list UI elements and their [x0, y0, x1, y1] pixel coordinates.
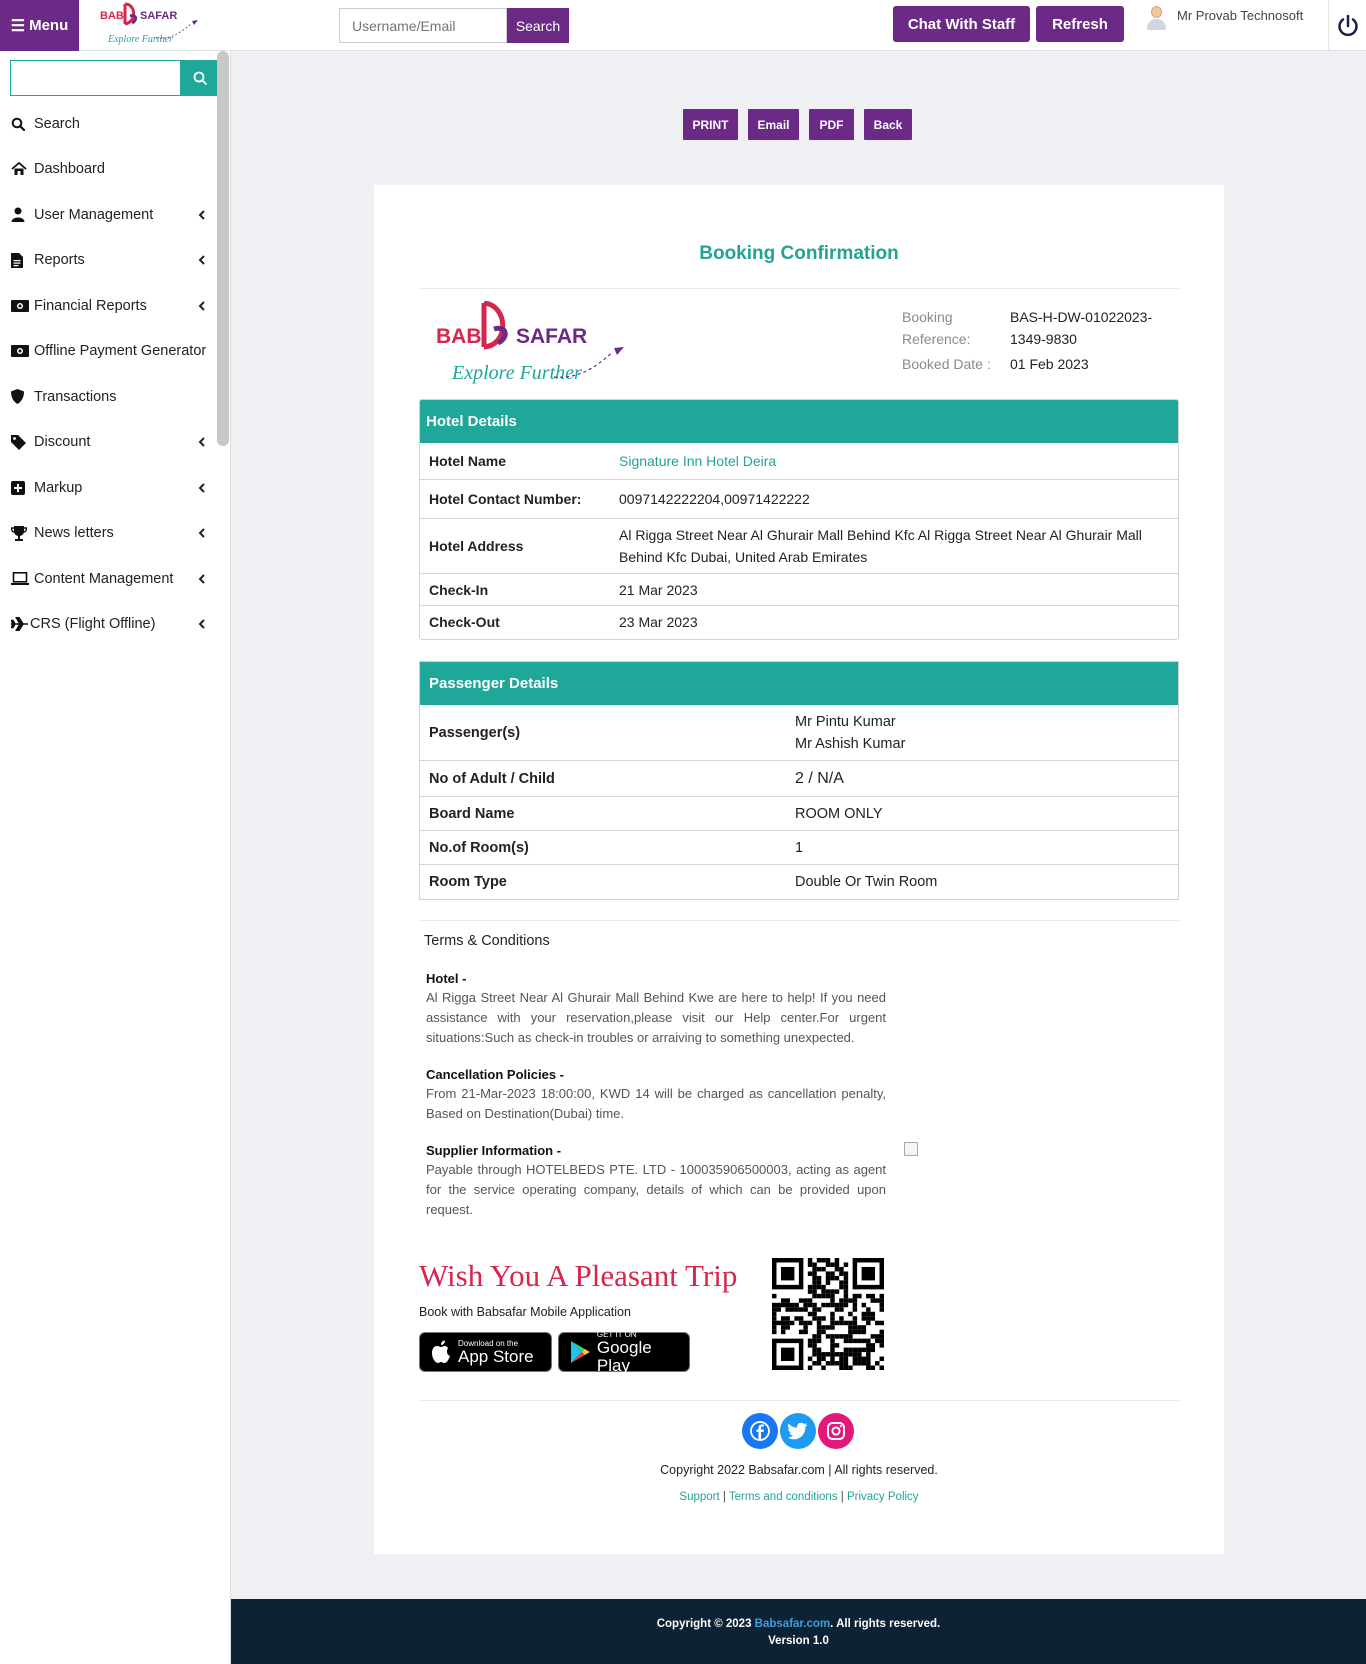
sidebar-item-label: Discount	[34, 434, 91, 451]
babsafar-logo	[434, 301, 634, 393]
sidebar-item-label: Markup	[34, 479, 83, 496]
chevron-left-icon	[196, 436, 208, 448]
booked-date-label: Booked Date :	[902, 356, 991, 372]
table-row	[420, 830, 1178, 864]
link-separator: |	[722, 1491, 726, 1503]
sidebar-item-label: CRS (Flight Offline)	[30, 616, 156, 633]
passenger-details-panel	[419, 661, 1179, 900]
money-icon	[11, 298, 34, 314]
hotel-details-table	[420, 443, 1178, 638]
booking-ref-label-line1: Booking	[902, 309, 953, 325]
hotel-address-value: Al Rigga Street Near Al Ghurair Mall Behind Kfc Al Rigga Street Near Al Ghurair Mall Behind Kfc Dubai, United Arab Emirates	[619, 527, 1142, 565]
google-play-small-text: GET IT ON	[596, 1329, 637, 1339]
back-button[interactable]: Back	[864, 109, 912, 140]
footer-copyright-prefix: Copyright © 2023	[656, 1618, 752, 1630]
footer-links	[374, 1491, 1224, 1503]
username-email-input[interactable]	[339, 8, 507, 43]
email-button[interactable]: Email	[748, 109, 799, 140]
search-icon	[11, 116, 34, 132]
passengers-label: Passenger(s)	[429, 724, 521, 741]
room-type-value: Double Or Twin Room	[795, 873, 938, 890]
sidebar-item-reports[interactable]	[0, 238, 216, 284]
svg-text:Explore Further: Explore Further	[452, 362, 582, 384]
sidebar-item-discount[interactable]	[0, 420, 216, 466]
terms-supplier	[426, 1143, 886, 1220]
checkout-value: 23 Mar 2023	[619, 614, 698, 630]
terms-supplier-title: Supplier Information -	[426, 1143, 562, 1158]
terms-supplier-text: Payable through HOTELBEDS PTE. LTD - 100035906500003, acting as agent for the service operating company, details of which can be provided upon request.	[426, 1162, 886, 1217]
money-icon	[11, 343, 34, 359]
footer-brand-link[interactable]: Babsafar.com	[754, 1618, 831, 1630]
avatar	[1145, 4, 1167, 30]
booking-voucher	[374, 185, 1224, 1554]
home-icon	[11, 161, 34, 177]
laptop-icon	[11, 571, 34, 587]
booking-ref-value-line2: 1349-9830	[1010, 331, 1077, 347]
chevron-left-icon	[196, 209, 208, 221]
sidebar-search-button[interactable]	[180, 60, 219, 96]
divider	[419, 288, 1179, 289]
book-with-app-text: Book with Babsafar Mobile Application	[419, 1305, 631, 1319]
user-name: Mr Provab Technosoft	[1177, 8, 1304, 23]
twitter-link[interactable]	[780, 1413, 816, 1449]
power-icon	[1336, 14, 1360, 38]
passengers-list	[795, 711, 905, 755]
sidebar	[0, 51, 231, 1664]
sidebar-search	[10, 60, 219, 96]
hotel-contact-label: Hotel Contact Number:	[429, 491, 582, 507]
instagram-link[interactable]	[818, 1413, 854, 1449]
search-icon	[193, 71, 207, 85]
svg-text:SAFAR: SAFAR	[516, 325, 588, 348]
sidebar-item-label: Offline Payment Generator	[34, 343, 207, 360]
chevron-left-icon	[196, 527, 208, 539]
footer-version: Version 1.0	[768, 1635, 829, 1647]
adult-child-label: No of Adult / Child	[429, 770, 555, 787]
terms-cancellation-title: Cancellation Policies -	[426, 1067, 564, 1082]
sidebar-item-label: News letters	[34, 525, 114, 542]
babsafar-logo[interactable]	[96, 2, 206, 48]
svg-text:Explore Further: Explore Further	[108, 34, 173, 45]
sidebar-search-input[interactable]	[10, 60, 180, 96]
terms-hotel	[426, 971, 886, 1048]
voucher-copyright: Copyright 2022 Babsafar.com | All rights reserved.	[660, 1463, 938, 1477]
checkout-label: Check-Out	[429, 614, 500, 630]
pdf-button[interactable]: PDF	[809, 109, 854, 140]
hotel-contact-value: 0097142222204,00971422222	[619, 491, 810, 507]
print-button[interactable]: PRINT	[683, 109, 738, 140]
app-store-big-text: App Store	[458, 1346, 534, 1366]
passenger-details-heading: Passenger Details	[420, 662, 1178, 705]
hotel-name-value[interactable]: Signature Inn Hotel Deira	[619, 453, 777, 469]
passenger-details-table	[420, 705, 1178, 898]
instagram-icon	[826, 1421, 846, 1441]
table-row	[420, 443, 1178, 479]
menu-button[interactable]	[0, 0, 79, 51]
apple-icon	[430, 1340, 452, 1364]
chevron-left-icon	[196, 573, 208, 585]
sidebar-item-label: Search	[34, 115, 80, 132]
sidebar-item-label: Financial Reports	[34, 297, 147, 314]
sidebar-item-markup[interactable]	[0, 465, 216, 511]
user-profile[interactable]	[1145, 4, 1303, 30]
sidebar-item-content-management[interactable]	[0, 556, 216, 602]
chevron-left-icon	[196, 482, 208, 494]
hotel-address-label: Hotel Address	[429, 538, 524, 554]
sidebar-item-user-management[interactable]	[0, 192, 216, 238]
tag-icon	[11, 434, 34, 450]
hamburger-icon: ☰	[10, 17, 26, 35]
top-bar	[0, 0, 1366, 51]
table-row	[420, 573, 1178, 605]
refresh-button[interactable]: Refresh	[1036, 6, 1124, 42]
sidebar-item-dashboard[interactable]	[0, 147, 216, 193]
user-search	[339, 8, 569, 43]
sidebar-item-transactions[interactable]	[0, 374, 216, 420]
passenger-name: Mr Ashish Kumar	[795, 735, 906, 752]
sidebar-nav	[0, 101, 216, 647]
user-icon	[11, 207, 34, 223]
sidebar-item-crs-flight-offline[interactable]	[0, 602, 216, 648]
footer-copyright-suffix: . All rights reserved.	[830, 1618, 941, 1630]
svg-text:BAB: BAB	[436, 325, 482, 348]
menu-label: Menu	[29, 17, 69, 34]
app-store-small-text: Download on the	[458, 1338, 519, 1348]
link-separator: |	[840, 1491, 844, 1503]
checkin-value: 21 Mar 2023	[619, 581, 698, 598]
shield-icon	[11, 389, 34, 405]
table-row	[420, 796, 1178, 830]
chevron-left-icon	[196, 300, 208, 312]
twitter-icon	[788, 1422, 808, 1440]
voucher-actions	[683, 109, 912, 140]
booking-ref-value-line1: BAS-H-DW-01022023-	[1010, 309, 1153, 325]
svg-text:BAB: BAB	[100, 10, 124, 22]
google-play-big-text: Google Play	[596, 1337, 652, 1375]
sidebar-item-label: Reports	[34, 252, 85, 269]
logout-button[interactable]	[1328, 0, 1366, 51]
sidebar-scrollbar[interactable]	[217, 51, 229, 446]
terms-cancellation-text: From 21-Mar-2023 18:00:00, KWD 14 will be charged as cancellation penalty, Based on Destination(Dubai) time.	[426, 1086, 886, 1121]
terms-hotel-title: Hotel -	[426, 971, 467, 986]
board-name-label: Board Name	[429, 805, 515, 822]
trophy-icon	[11, 525, 34, 541]
booking-ref-label-line2: Reference:	[902, 331, 971, 347]
divider	[419, 920, 1179, 921]
table-row	[420, 705, 1178, 760]
plus-square-icon	[11, 480, 34, 496]
sidebar-item-label: Content Management	[34, 570, 174, 587]
terms-hotel-text: Al Rigga Street Near Al Ghurair Mall Behind Kwe are here to help! If you need assistance with your reservation,please visit our Help center.For urgent situations:Such as check-in troubles or arraiving to something unexpected.	[426, 990, 886, 1045]
support-link[interactable]: Support	[679, 1491, 720, 1503]
board-name-value: ROOM ONLY	[795, 805, 883, 822]
passenger-name: Mr Pintu Kumar	[795, 713, 896, 730]
sidebar-item-label: User Management	[34, 206, 154, 223]
hotel-details-heading: Hotel Details	[420, 400, 1178, 443]
rooms-value: 1	[795, 839, 804, 856]
page-title: Booking Confirmation	[699, 243, 899, 264]
adult-child-value: 2 / N/A	[795, 769, 844, 787]
table-row	[420, 518, 1178, 573]
sidebar-item-financial-reports[interactable]	[0, 283, 216, 329]
terms-heading: Terms & Conditions	[424, 933, 550, 949]
terms-link[interactable]: Terms and conditions	[728, 1491, 838, 1503]
facebook-icon	[750, 1421, 770, 1441]
booked-date-value: 01 Feb 2023	[1010, 356, 1089, 372]
google-play-icon	[569, 1340, 591, 1364]
room-type-label: Room Type	[429, 873, 507, 890]
plane-icon	[11, 616, 30, 632]
broken-image-icon	[904, 1142, 918, 1156]
hotel-name-label: Hotel Name	[429, 453, 507, 469]
sidebar-item-news-letters[interactable]	[0, 511, 216, 557]
page-footer	[231, 1599, 1366, 1664]
table-row	[420, 864, 1178, 898]
sidebar-item-label: Transactions	[34, 388, 117, 405]
chevron-left-icon	[196, 254, 208, 266]
qr-code	[772, 1258, 884, 1370]
footer-copyright	[231, 1616, 1366, 1633]
sidebar-item-search[interactable]	[0, 101, 216, 147]
table-row	[420, 479, 1178, 518]
divider	[419, 1400, 1179, 1401]
rooms-label: No.of Room(s)	[429, 839, 529, 856]
chevron-left-icon	[196, 618, 208, 630]
chat-with-staff-button[interactable]: Chat With Staff	[893, 6, 1030, 42]
terms-cancellation	[426, 1067, 886, 1124]
social-links	[742, 1413, 854, 1449]
sidebar-item-offline-payment-generator[interactable]	[0, 329, 216, 375]
google-play-button[interactable]	[558, 1329, 690, 1375]
table-row	[420, 760, 1178, 796]
checkin-label: Check-In	[429, 581, 489, 598]
svg-text:SAFAR: SAFAR	[140, 10, 178, 22]
table-row	[420, 605, 1178, 638]
sidebar-item-label: Dashboard	[34, 161, 105, 178]
top-search-button[interactable]: Search	[507, 8, 569, 43]
app-store-button[interactable]	[419, 1332, 552, 1372]
wish-message: Wish You A Pleasant Trip	[419, 1258, 738, 1293]
privacy-policy-link[interactable]: Privacy Policy	[846, 1491, 919, 1503]
hotel-details-panel	[419, 399, 1179, 640]
facebook-link[interactable]	[742, 1413, 778, 1449]
document-icon	[11, 252, 34, 268]
